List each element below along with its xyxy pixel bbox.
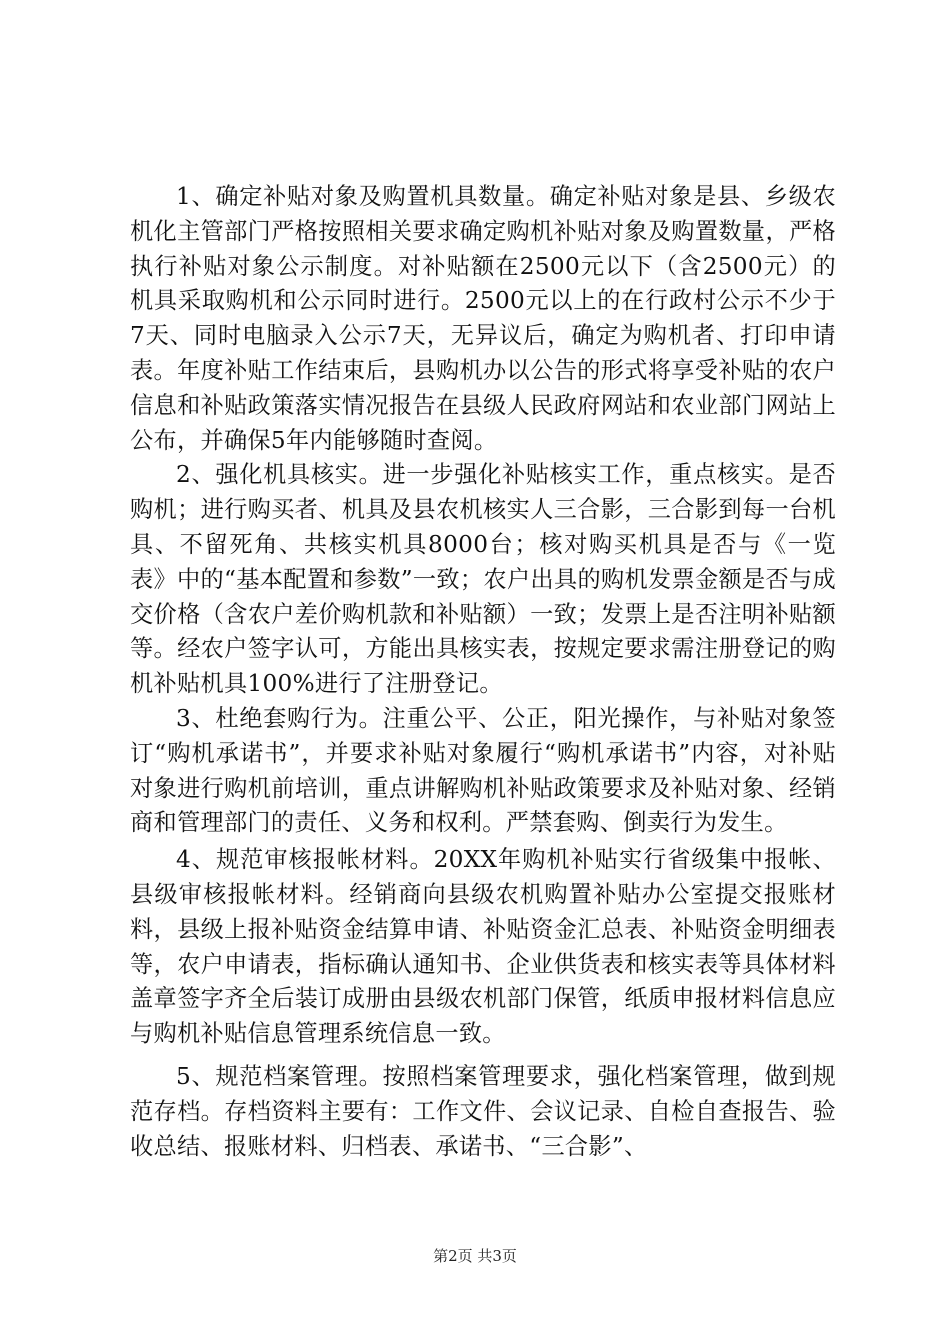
paragraph-audit-materials: 4、规范审核报帐材料。20XX年购机补贴实行省级集中报帐、县级审核报帐材料。经销商向县级农机购置补贴办公室提交报账材料，县级上报补贴资金结算申请、补贴资金汇总表、补贴资金明细表等，农户申请表，指标确认通知书、企业供货表和核实表等具体材料盖章签字齐全后装订成册由县级农机部门保管，纸质申报材料信息应与购机补贴信息管理系统信息一致。 xyxy=(130,846,836,1048)
paragraph-archive-management: 5、规范档案管理。按照档案管理要求，强化档案管理，做到规范存档。存档资料主要有：工作文件、会议记录、自检自查报告、验收总结、报账材料、归档表、承诺书、“三合影”、 xyxy=(130,1062,836,1160)
document-body xyxy=(130,180,836,1164)
paragraph-subsidy-targets: 1、确定补贴对象及购置机具数量。确定补贴对象是县、乡级农机化主管部门严格按照相关要求确定购机补贴对象及购置数量，严格执行补贴对象公示制度。对补贴额在2500元以下（含2500元）的机具采取购机和公示同时进行。2500元以上的在行政村公示不少于7天、同时电脑录入公示7天，无异议后，确定为购机者、打印申请表。年度补贴工作结束后，县购机办以公告的形式将享受补贴的农户信息和补贴政策落实情况报告在县级人民政府网站和农业部门网站上公布，并确保5年内能够随时查阅。 xyxy=(130,183,836,454)
paragraph-prevent-fraud: 3、杜绝套购行为。注重公平、公正，阳光操作，与补贴对象签订“购机承诺书”，并要求补贴对象履行“购机承诺书”内容，对补贴对象进行购机前培训，重点讲解购机补贴政策要求及补贴对象、经销商和管理部门的责任、义务和权利。严禁套购、倒卖行为发生。 xyxy=(130,704,836,837)
paragraph-machine-verification: 2、强化机具核实。进一步强化补贴核实工作，重点核实。是否购机；进行购买者、机具及县农机核实人三合影，三合影到每一台机具、不留死角、共核实机具8000台；核对购买机具是否与《一览表》中的“基本配置和参数”一致；农户出具的购机发票金额是否与成交价格（含农户差价购机款和补贴额）一致；发票上是否注明补贴额等。经农户签字认可，方能出具核实表，按规定要求需注册登记的购机补贴机具100%进行了注册登记。 xyxy=(130,461,836,698)
page-footer: 第2页 共3页 xyxy=(433,1247,517,1265)
